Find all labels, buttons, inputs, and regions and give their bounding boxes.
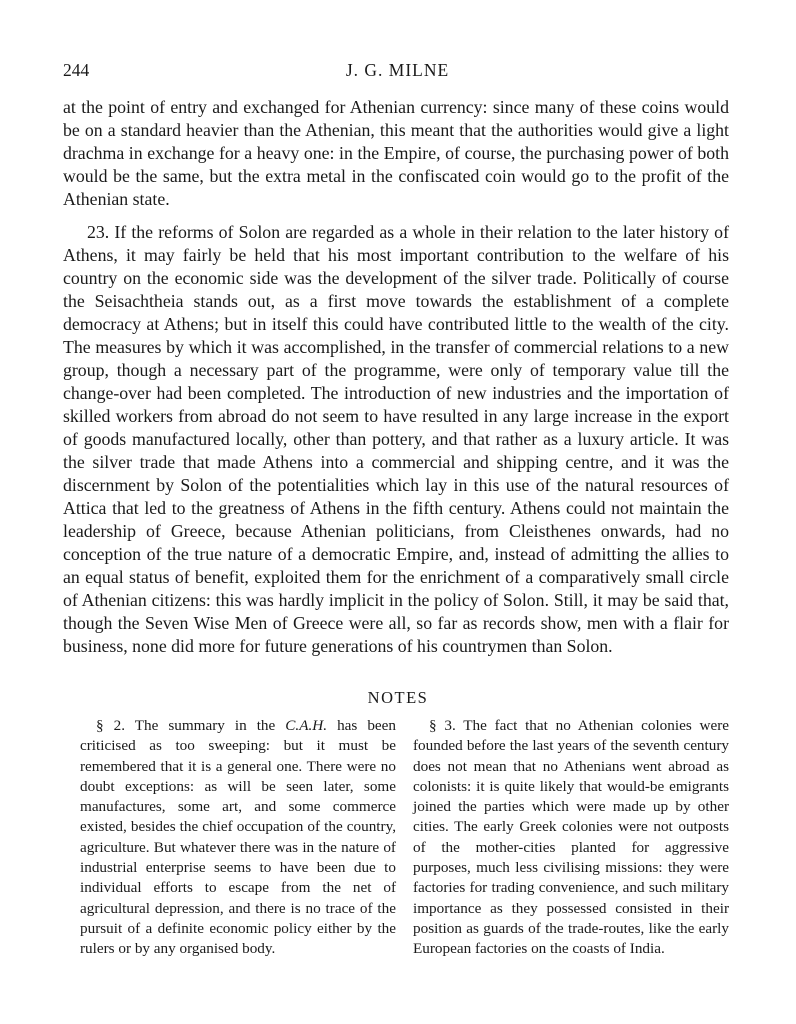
note-2-prefix: § 2. The summary in the [96,717,286,734]
notes-heading: NOTES [367,688,429,707]
note-3-text: § 3. The fact that no Athenian colonies were founded before the last years of the seventh century does not mean that no Athenians went abroad as colonists: it is quite likely that would-be emigrants joined the parties which were made up by other cities. The early Greek colonies were not outposts of the mother-cities planted for aggressive purposes, much less civilising missions: they were factories for trading convenience, and such military importance as they possessed consisted in their position as guards of the trade-routes, like the early European factories on the coasts of India. [413,717,729,958]
page-header [63,60,732,86]
paragraph-23: 23. If the reforms of Solon are regarded as a whole in their relation to the later history of Athens, it may fairly be held that his most important contribution to the welfare of his country on the economic side was the development of the silver trade. Politically of course the Seisachtheia stands out, as a first move towards the establishment of a complete democracy at Athens; but in itself this could have contributed little to the wealth of the city. The measures by which it was accomplished, in the transfer of commercial relations to a new group, though a necessary part of the programme, were only of temporary value till the change-over had been completed. The introduction of new industries and the importation of skilled workers from abroad do not seem to have resulted in any large increase in the export of goods manufactured locally, other than pottery, and that rather as a luxury article. It was the silver trade that made Athens into a commercial and shipping centre, and it was the discernment by Solon of the potentialities which lay in this use of the natural resources of Attica that led to the greatness of Athens in the fifth century. Athens could not maintain the leadership of Greece, because Athenian politicians, from Cleisthenes onwards, had no conception of the true nature of a democratic Empire, and, instead of admitting the allies to an equal status of benefit, exploited them for the enrichment of a comparatively small circle of Athenian citizens: this was hardly implicit in the policy of Solon. Still, it may be said that, though the Seven Wise Men of Greece were all, so far as records show, men with a flair for business, none did more for future generations of his countrymen than Solon. [63,222,729,656]
note-2-cah: C.A.H. [285,717,328,734]
note-2-rest: has been criticised as too sweeping: but it must be remembered that it is a general one. There were no doubt exceptions: as will be seen later, some manufactures, some art, and some commerce existed, besides the chief occupation of the country, agriculture. But whatever there was in the nature of industrial enterprise seems to have been due to individual efforts to escape from the net of agricultural depression, and there is no trace of the pursuit of a definite economic policy either by the rulers or by any organised body. [80,717,397,958]
main-text [63,96,729,658]
note-section-3 [413,716,729,960]
paragraph-continuation: at the point of entry and exchanged for Athenian currency: since many of these coins would be on a standard heavier than the Athenian, this meant that the authorities would give a light drachma in exchange for a heavy one: in the Empire, of course, the purchasing power of both would be the same, but the extra metal in the confiscated coin would go to the profit of the Athenian state. [63,97,729,209]
running-head: J. G. MILNE [345,60,450,80]
note-2-text [80,716,396,960]
page-number: 244 [63,60,90,80]
note-section-2 [80,716,396,960]
